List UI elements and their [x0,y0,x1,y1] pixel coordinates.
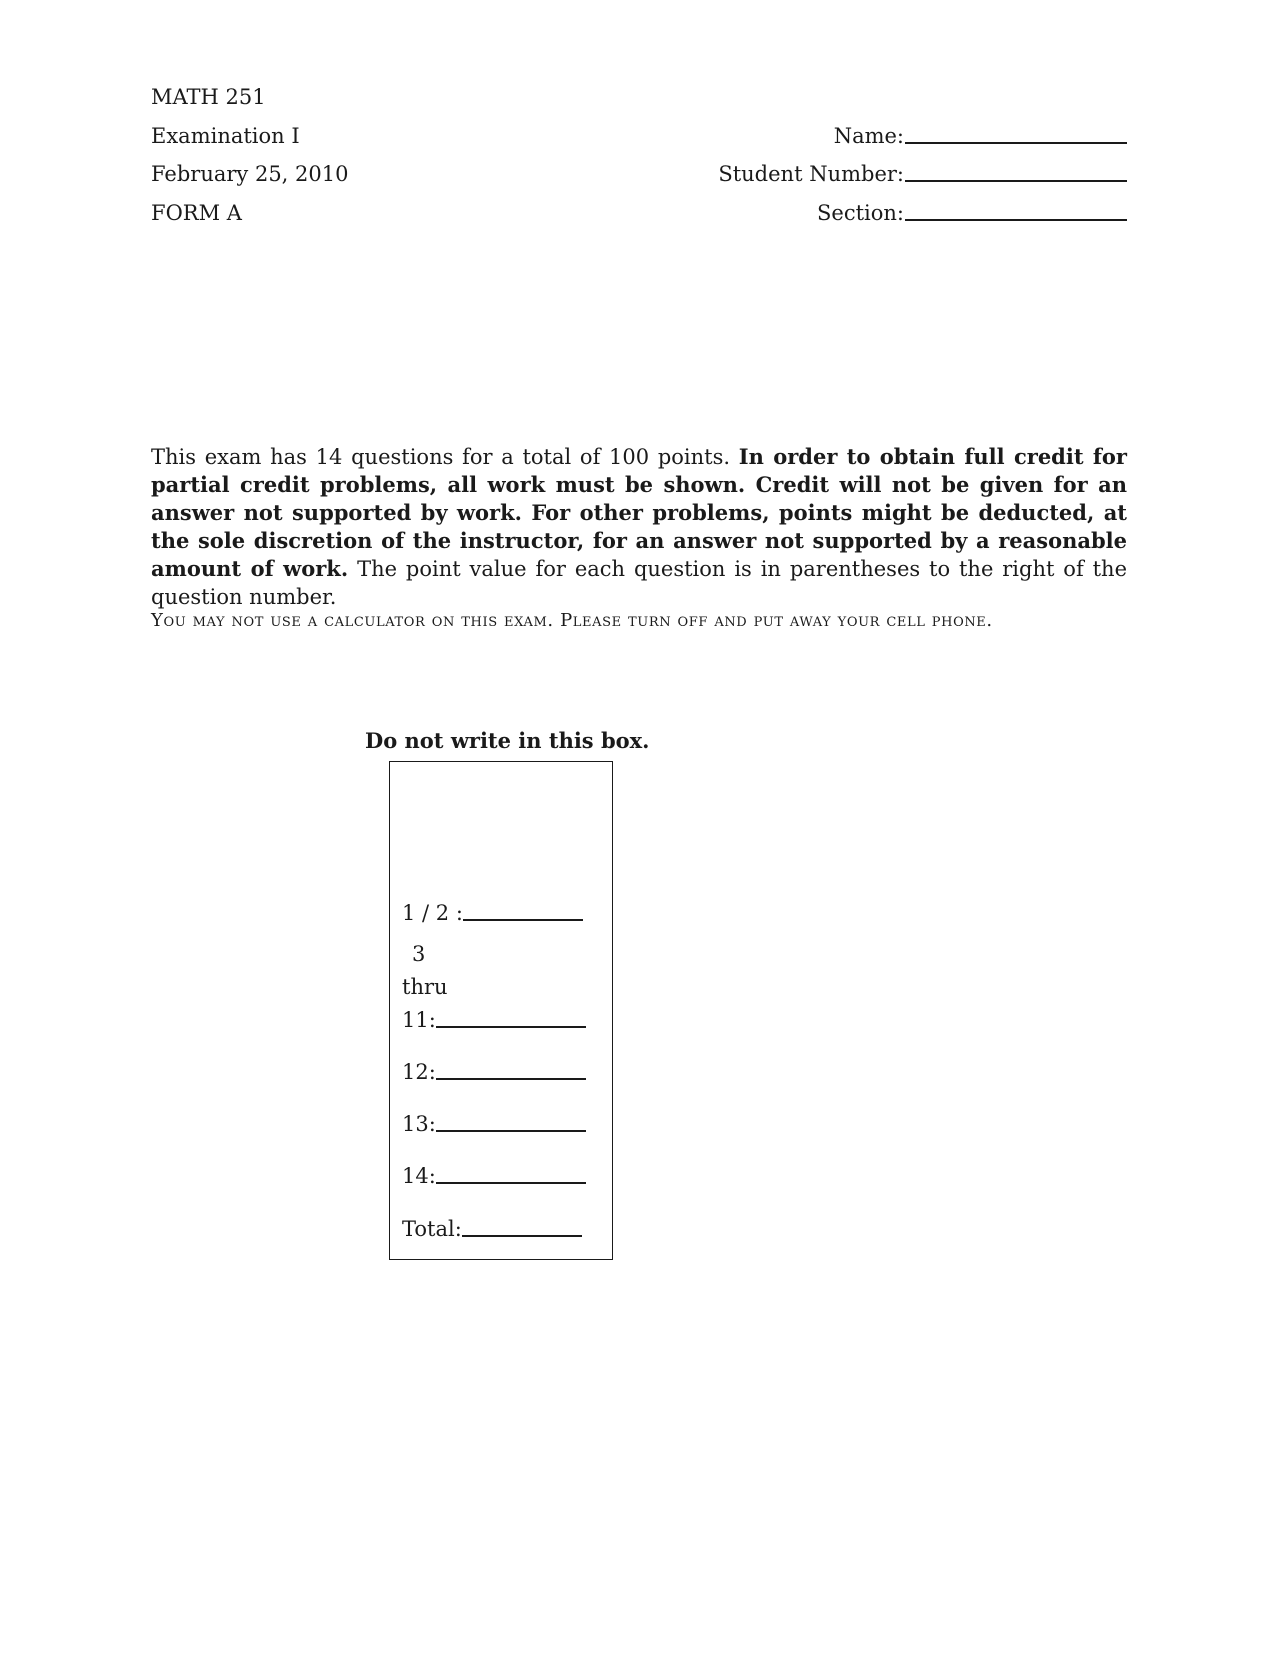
section-field[interactable] [817,201,1127,225]
score-box [389,761,613,1260]
score-row-label: 3 [412,942,426,966]
score-row-14[interactable] [402,1164,586,1188]
exam-date: February 25, 2010 [151,162,349,186]
student-number-label: Student Number: [718,162,904,186]
score-blank[interactable] [436,1026,586,1028]
score-blank[interactable] [436,1130,586,1132]
section-blank[interactable] [905,219,1127,221]
score-blank[interactable] [436,1182,586,1184]
instructions-tail: The point value for each question is in parentheses to the right of the question number. [151,557,1127,609]
name-blank[interactable] [905,142,1127,144]
exam-title: Examination I [151,124,300,148]
calculator-notice: You may not use a calculator on this exam. Please turn off and put away your cell phone. [151,610,993,631]
section-label: Section: [817,201,904,225]
instructions-bold: In order to obtain full credit for partial credit problems, all work must be shown. Credit will not be given for an answer not supported by work. For other problems, points might be deducted, at the sole discretion of the instructor, for an answer not supported by a reasonable amount of work. [151,444,1127,581]
score-box-title: Do not write in this box. [365,728,650,753]
score-row-1-2[interactable] [402,901,583,925]
score-row-13[interactable] [402,1112,586,1136]
student-number-blank[interactable] [905,180,1127,182]
name-label: Name: [833,124,904,148]
student-number-field[interactable] [718,162,1127,186]
score-row-label: 13: [402,1112,436,1136]
score-row-12[interactable] [402,1060,586,1084]
score-row-label: 1 / 2 : [402,901,463,925]
score-blank[interactable] [463,919,583,921]
score-total-blank[interactable] [462,1235,582,1237]
score-row-label: 11: [402,1008,436,1032]
score-row-3-11[interactable] [402,1008,586,1032]
instructions-paragraph [151,443,1127,611]
score-total-label: Total: [402,1217,462,1241]
score-row-label: 12: [402,1060,436,1084]
name-field[interactable] [834,124,1127,148]
instructions-intro: This exam has 14 questions for a total of 100 points. [151,445,731,469]
exam-form: FORM A [151,201,242,225]
score-row-label: 14: [402,1164,436,1188]
score-row-total[interactable] [402,1217,582,1241]
score-row-label: thru [402,975,448,999]
course-title: MATH 251 [151,85,266,109]
score-blank[interactable] [436,1078,586,1080]
